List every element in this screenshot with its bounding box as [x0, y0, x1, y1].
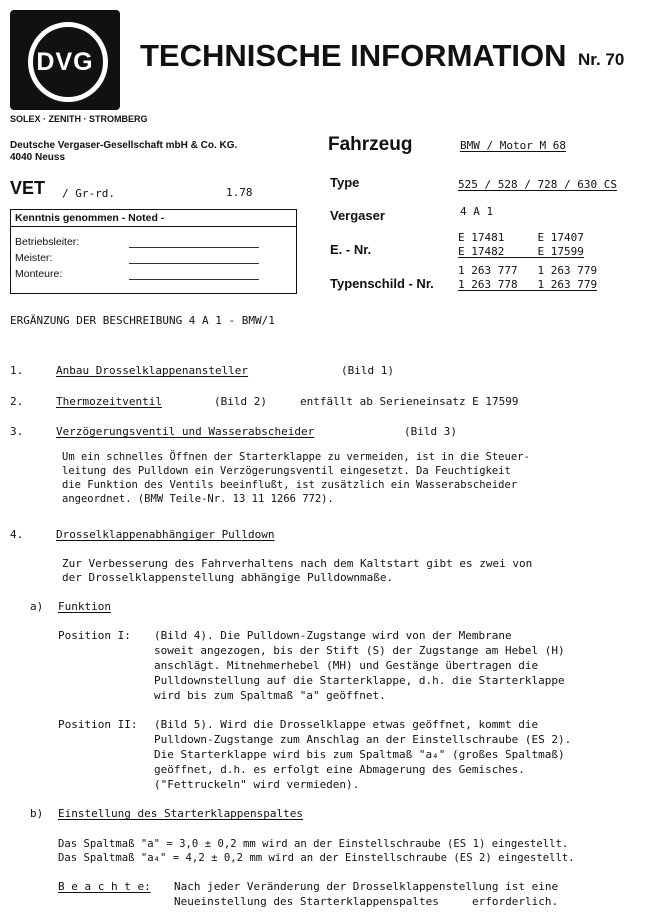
note-line-2: Neueinstellung des Starterklappenspaltes erforderlich. — [174, 895, 559, 908]
section-1-title: Anbau Drosselklappenansteller — [56, 364, 249, 377]
section-3-ref: (Bild 3) — [404, 425, 457, 438]
section-3-line-4: angeordnet. (BMW Teile-Nr. 13 11 1266 772). — [62, 493, 334, 505]
row-meister: Meister: — [15, 252, 53, 264]
typenschild-value-2: 1 263 778 1 263 779 — [458, 278, 598, 291]
section-1-number: 1. — [10, 364, 24, 377]
document-number: Nr. 70 — [578, 50, 625, 69]
position-2-label: Position II: — [58, 718, 138, 731]
section-3-number: 3. — [10, 425, 24, 438]
enr-value-2: E 17482 E 17599 — [458, 245, 584, 258]
issue-date: 1.78 — [226, 186, 253, 199]
position-1-label: Position I: — [58, 629, 131, 642]
subsection-a-number: a) — [30, 600, 44, 613]
section-3-line-2: leitung des Pulldown ein Verzögerungsventil eingesetzt. Da Feuchtigkeit — [62, 465, 511, 477]
vet-label: VET — [10, 178, 46, 198]
section-2-number: 2. — [10, 395, 24, 408]
noted-box — [10, 209, 297, 294]
signature-line-2 — [129, 263, 259, 264]
logo-text: DVG — [36, 48, 94, 76]
section-3-line-1: Um ein schnelles Öffnen der Starterklappe zu vermeiden, ist in die Steuer- — [62, 451, 530, 463]
subsection-b-line-1: Das Spaltmaß "a" = 3,0 ± 0,2 mm wird an der Einstellschraube (ES 1) eingestellt. — [58, 838, 569, 850]
section-2-ref: (Bild 2) — [214, 395, 267, 408]
section-3-title: Verzögerungsventil und Wasserabscheider — [56, 425, 315, 438]
document-title: TECHNISCHE INFORMATION — [140, 38, 567, 73]
note-label: B e a c h t e: — [58, 880, 151, 893]
vergaser-label: Vergaser — [330, 208, 385, 223]
enr-value-1: E 17481 E 17407 — [458, 231, 584, 244]
type-label: Type — [330, 175, 360, 190]
row-monteure: Monteure: — [15, 268, 63, 280]
company-city: 4040 Neuss — [10, 152, 66, 163]
position-1-line-5: wird bis zum Spaltmaß "a" geöffnet. — [154, 689, 386, 702]
supplement-heading: ERGÄNZUNG DER BESCHREIBUNG 4 A 1 - BMW/1 — [10, 314, 275, 327]
position-1-line-3: anschlägt. Mitnehmerhebel (MH) und Gestänge übertragen die — [154, 659, 539, 672]
note-line-1: Nach jeder Veränderung der Drosselklappenstellung ist eine — [174, 880, 559, 893]
position-2-line-3: Die Starterklappe wird bis zum Spaltmaß "a₄" (großes Spaltmaß) — [154, 748, 565, 761]
brand-line: SOLEX · ZENITH · STROMBERG — [10, 114, 148, 124]
position-2-line-4: geöffnet, d.h. es erfolgt eine Abmagerung des Gemisches. — [154, 763, 525, 776]
subsection-b-title: Einstellung des Starterklappenspaltes — [58, 807, 304, 820]
dvg-logo — [10, 10, 120, 110]
position-1-line-4: Pulldownstellung auf die Starterklappe, d.h. die Starterklappe — [154, 674, 565, 687]
enr-label: E. - Nr. — [330, 242, 372, 257]
section-2-title: Thermozeitventil — [56, 395, 162, 408]
typenschild-label: Typenschild - Nr. — [330, 276, 434, 291]
fahrzeug-value: BMW / Motor M 68 — [460, 139, 566, 152]
section-3-line-3: die Funktion des Ventils beeinflußt, ist zusätzlich ein Wasserabscheider — [62, 479, 518, 491]
signature-line-3 — [129, 279, 259, 280]
section-1-ref: (Bild 1) — [341, 364, 394, 377]
section-2-text: entfällt ab Serieneinsatz E 17599 — [300, 395, 519, 408]
position-2-line-1: (Bild 5). Wird die Drosselklappe etwas geöffnet, kommt die — [154, 718, 539, 731]
position-1-line-2: soweit angezogen, bis der Stift (S) der Zugstange am Hebel (H) — [154, 644, 565, 657]
noted-heading: Kenntnis genommen - Noted - — [11, 210, 296, 227]
type-value: 525 / 528 / 728 / 630 CS — [458, 178, 617, 191]
section-4-number: 4. — [10, 528, 24, 541]
position-1-line-1: (Bild 4). Die Pulldown-Zugstange wird von der Membrane — [154, 629, 512, 642]
subsection-b-number: b) — [30, 807, 44, 820]
subsection-a-title: Funktion — [58, 600, 111, 613]
section-4-line-2: der Drosselklappenstellung abhängige Pulldownmaße. — [62, 571, 394, 584]
position-2-line-5: ("Fettruckeln" wird vermieden). — [154, 778, 360, 791]
row-betriebsleiter: Betriebsleiter: — [15, 236, 80, 248]
position-2-line-2: Pulldown-Zugstange zum Anschlag an der Einstellschraube (ES 2). — [154, 733, 572, 746]
subsection-b-line-2: Das Spaltmaß "a₄" = 4,2 ± 0,2 mm wird an der Einstellschraube (ES 2) eingestellt. — [58, 852, 575, 864]
section-4-line-1: Zur Verbesserung des Fahrverhaltens nach dem Kaltstart gibt es zwei von — [62, 557, 533, 570]
vergaser-value: 4 A 1 — [460, 205, 494, 218]
signature-line-1 — [129, 247, 259, 248]
company-name: Deutsche Vergaser-Gesellschaft mbH & Co. KG. — [10, 140, 238, 151]
typenschild-value-1: 1 263 777 1 263 779 — [458, 264, 598, 277]
vet-suffix: / Gr-rd. — [62, 187, 115, 200]
fahrzeug-label: Fahrzeug — [328, 134, 413, 155]
section-4-title: Drosselklappenabhängiger Pulldown — [56, 528, 275, 541]
